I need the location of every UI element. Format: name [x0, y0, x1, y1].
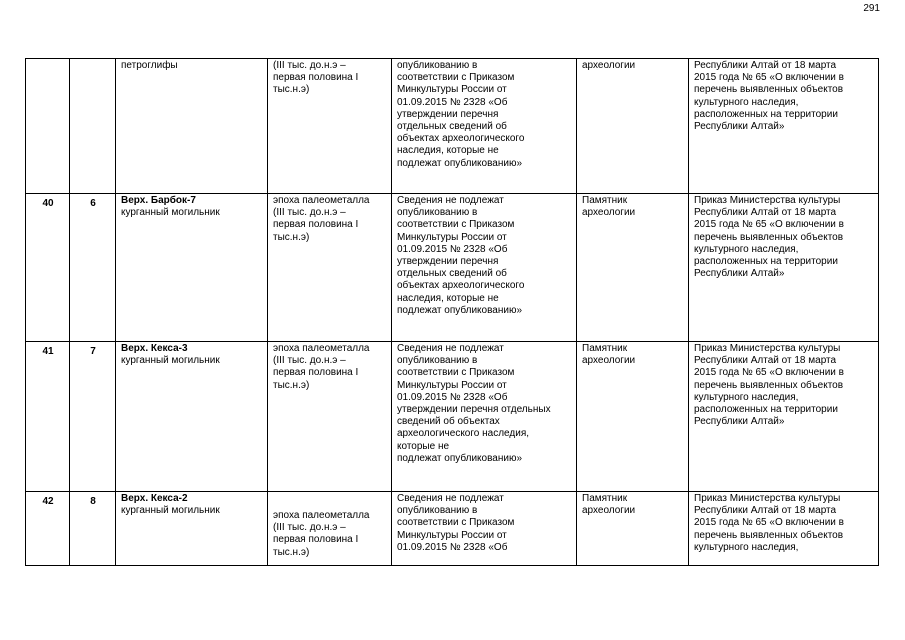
object-name: Верх. Барбок-7	[121, 195, 196, 206]
row-subnumber: 7	[70, 342, 116, 492]
type-cell: археологии	[577, 59, 689, 194]
object-name-cell	[116, 342, 268, 492]
object-name: Верх. Кекса-3	[121, 343, 188, 354]
row-subnumber	[70, 59, 116, 194]
dating-cell: эпоха палеометалла (III тыс. до.н.э – первая половина I тыс.н.э)	[268, 492, 392, 566]
document-cell: Республики Алтай от 18 марта 2015 года № 65 «О включении в перечень выявленных объектов культурного наследия, расположенных на территории Республики Алтай»	[689, 59, 879, 194]
row-subnumber: 8	[70, 492, 116, 566]
object-subtitle: курганный могильник	[121, 207, 220, 219]
dating-cell: эпоха палеометалла (III тыс. до.н.э – первая половина I тыс.н.э)	[268, 194, 392, 342]
dating-cell: эпоха палеометалла (III тыс. до.н.э – первая половина I тыс.н.э)	[268, 342, 392, 492]
object-subtitle: петроглифы	[121, 60, 178, 71]
row-number: 41	[26, 342, 70, 492]
object-name: Верх. Кекса-2	[121, 493, 188, 504]
document-cell: Приказ Министерства культуры Республики Алтай от 18 марта 2015 года № 65 «О включении в перечень выявленных объектов культурного наследия,	[689, 492, 879, 566]
object-subtitle: курганный могильник	[121, 355, 220, 367]
type-cell: Памятник археологии	[577, 492, 689, 566]
info-cell: Сведения не подлежат опубликованию в соответствии с Приказом Минкультуры России от 01.09.2015 № 2328 «Об утверждении перечня отдельных сведений об объектах археологического наследия, которые не подлежат опубликованию»	[392, 342, 577, 492]
table-row	[26, 492, 879, 566]
info-cell: опубликованию в соответствии с Приказом Минкультуры России от 01.09.2015 № 2328 «Об утверждении перечня отдельных сведений об объектах археологического наследия, которые не подлежат опубликованию»	[392, 59, 577, 194]
row-number	[26, 59, 70, 194]
table-row	[26, 194, 879, 342]
row-number: 42	[26, 492, 70, 566]
object-name-cell	[116, 194, 268, 342]
document-cell: Приказ Министерства культуры Республики Алтай от 18 марта 2015 года № 65 «О включении в перечень выявленных объектов культурного наследия, расположенных на территории Республики Алтай»	[689, 342, 879, 492]
dating-cell: (III тыс. до.н.э – первая половина I тыс.н.э)	[268, 59, 392, 194]
object-subtitle: курганный могильник	[121, 505, 220, 517]
info-cell: Сведения не подлежат опубликованию в соответствии с Приказом Минкультуры России от 01.09.2015 № 2328 «Об	[392, 492, 577, 566]
monuments-table	[25, 58, 879, 566]
info-cell: Сведения не подлежат опубликованию в соответствии с Приказом Минкультуры России от 01.09.2015 № 2328 «Об утверждении перечня отдельных сведений об объектах археологического наследия, которые не подлежат опубликованию»	[392, 194, 577, 342]
object-name-cell	[116, 59, 268, 194]
page-number: 291	[863, 3, 880, 14]
type-cell: Памятник археологии	[577, 342, 689, 492]
row-number: 40	[26, 194, 70, 342]
object-name-cell	[116, 492, 268, 566]
type-cell: Памятник археологии	[577, 194, 689, 342]
document-cell: Приказ Министерства культуры Республики Алтай от 18 марта 2015 года № 65 «О включении в перечень выявленных объектов культурного наследия, расположенных на территории Республики Алтай»	[689, 194, 879, 342]
table-row	[26, 342, 879, 492]
table-row	[26, 59, 879, 194]
row-subnumber: 6	[70, 194, 116, 342]
